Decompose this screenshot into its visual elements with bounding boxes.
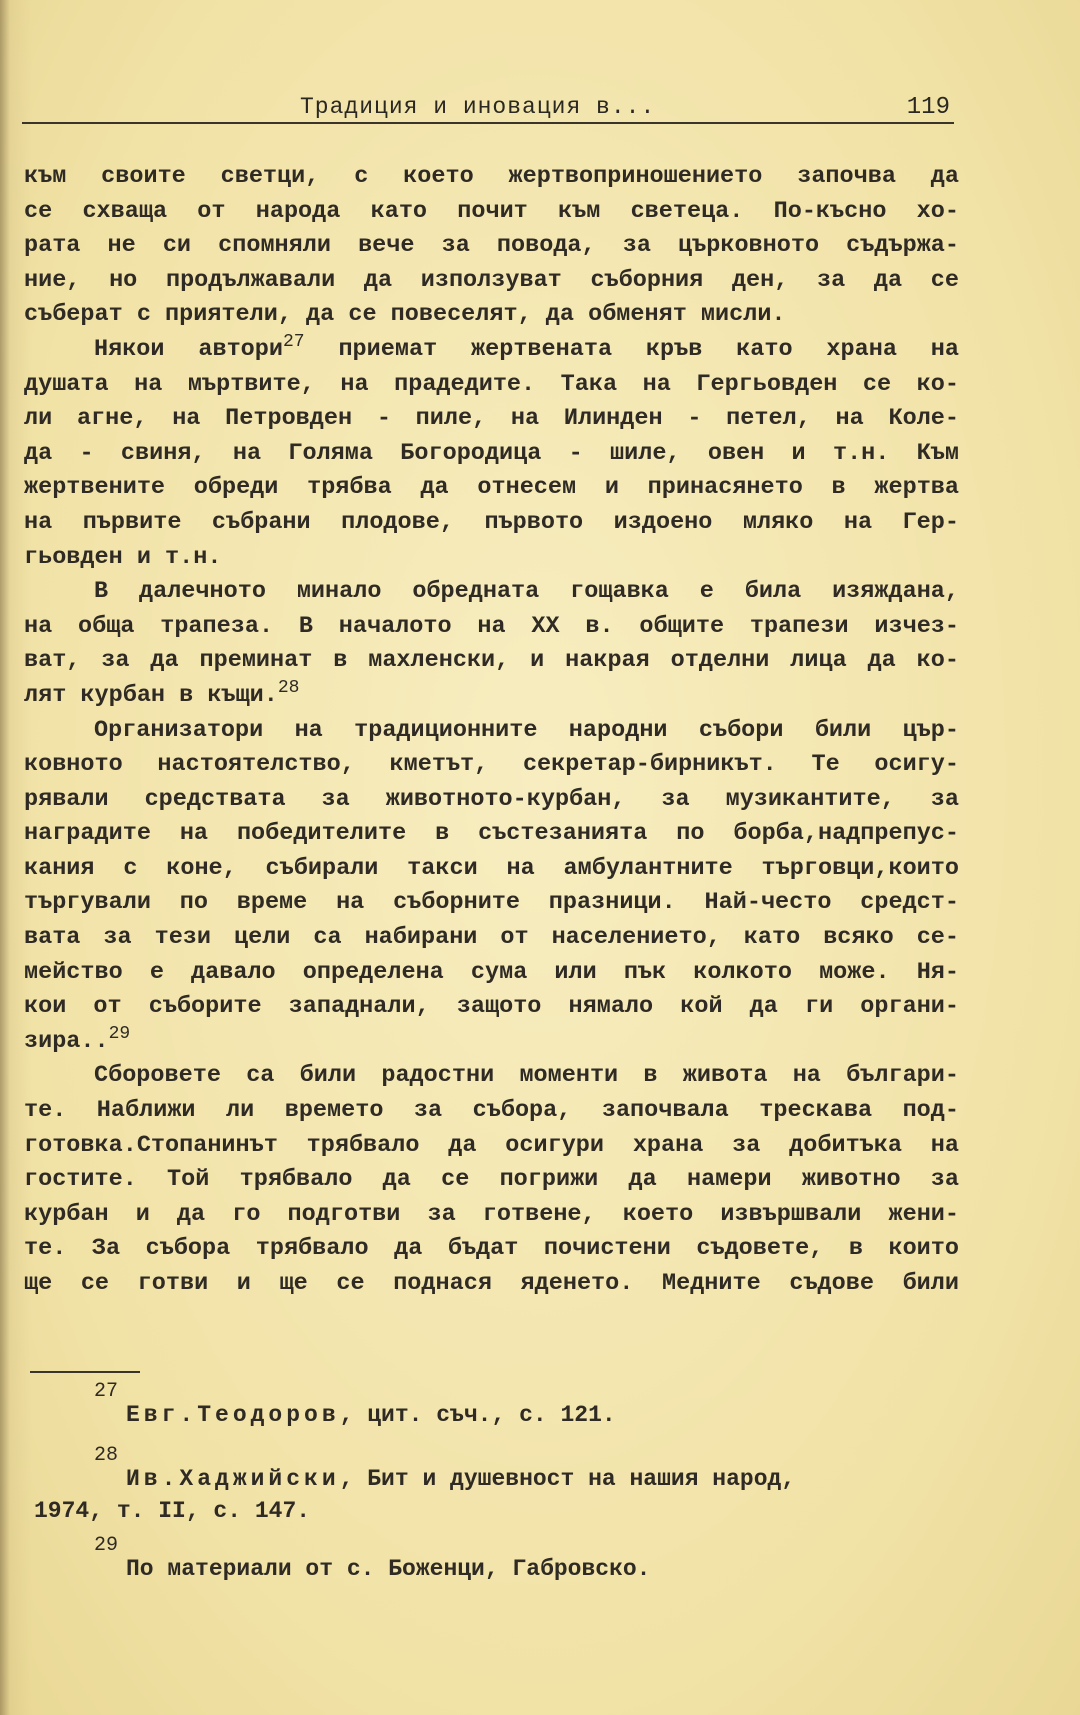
footnote-divider	[30, 1371, 140, 1373]
footnote-citation: , цит. съч., с. 121.	[339, 1402, 616, 1428]
text-line: жертвените обреди трябва да отнесем и принасянето в жертва	[24, 474, 959, 502]
text-line	[24, 1025, 959, 1060]
text-segment: приемат жертвената кръв като храна на	[338, 335, 959, 363]
text-line: рата не си спомняли вече за повода, за църковното съдържа-	[24, 232, 959, 260]
paragraph-3	[24, 575, 959, 713]
paragraph-5	[24, 1059, 959, 1301]
text-line: ние, но продължавали да използуват съборния ден, за да се	[24, 266, 959, 294]
footnote-number: 29	[94, 1534, 119, 1557]
footnote-reference: 29	[108, 1024, 131, 1044]
paragraph-1	[24, 160, 959, 333]
footnote-number: 28	[94, 1444, 119, 1467]
body-text	[24, 160, 959, 1302]
text-line: рявали средствата за животното-курбан, за музикантите, за	[24, 785, 959, 813]
text-line: на обща трапеза. В началото на XX в. общите трапези изчез-	[24, 612, 959, 640]
footnote-27	[30, 1380, 930, 1444]
text-line: готовка.Стопанинът трябвало да осигури храна за добитъка на	[24, 1131, 959, 1159]
text-line: гьовден и т.н.	[24, 543, 222, 571]
text-line: вата за тези цели са набирани от населението, като всяко се-	[24, 924, 959, 952]
footnote-citation: , Бит и душевност на нашия народ,	[339, 1466, 796, 1492]
footnote-number: 27	[94, 1380, 119, 1403]
footnote-text	[30, 1380, 930, 1434]
text-line: душата на мъртвите, на прадедите. Така на Гергьовден се ко-	[24, 370, 959, 398]
text-line: наградите на победителите в състезанията по борба,надпрепус-	[24, 820, 959, 848]
footnote-reference: 28	[277, 678, 300, 698]
text-line: кания с коне, събирали такси на амбулантните търговци,които	[24, 854, 959, 882]
footnote-29	[30, 1534, 930, 1594]
text-line: търгували по време на съборните празници. Най-често средст-	[24, 889, 959, 917]
text-line: кои от съборите западнали, защото нямало кой да ги органи-	[24, 993, 959, 1021]
page-header	[22, 92, 954, 124]
text-line: те. За събора трябвало да бъдат почистени съдовете, в които	[24, 1235, 959, 1263]
text-line: мейство е давало определена сума или пък колкото може. Ня-	[24, 958, 959, 986]
footnote-author: Ив.Хаджийски	[126, 1466, 340, 1492]
text-line: Организатори на традиционните народни събори били цър-	[94, 716, 959, 744]
footnote-author: Евг.Теодоров	[126, 1402, 340, 1428]
footnote-text	[30, 1444, 930, 1498]
text-line: се схваща от народа като почит към светеца. По-късно хо-	[24, 197, 959, 225]
page-number: 119	[906, 94, 950, 121]
text-segment: зира..	[24, 1027, 109, 1055]
footnote-text: По материали от с. Боженци, Габровско.	[126, 1556, 651, 1582]
text-line: В далечното минало обредната гощавка е била изяждана,	[94, 578, 959, 606]
footnote-continuation: 1974, т. II, с. 147.	[34, 1498, 311, 1524]
text-line: ват, за да преминат в махленски, и накрая отделни лица да ко-	[24, 647, 959, 675]
text-line: те. Наближи ли времето за събора, започвала трескава под-	[24, 1097, 959, 1125]
paragraph-4	[24, 714, 959, 1060]
text-line: към своите светци, с което жертвоприношението започва да	[24, 163, 959, 190]
footnote-28	[30, 1444, 930, 1534]
text-segment: Някои автори	[94, 335, 283, 363]
footnote-reference: 27	[282, 332, 305, 352]
text-line: ли агне, на Петровден - пиле, на Илинден - петел, на Коле-	[24, 405, 959, 433]
text-line: да - свиня, на Голяма Богородица - шиле, овен и т.н. Към	[24, 439, 959, 467]
text-line: ще се готви и ще се поднася яденето. Медните съдове били	[24, 1270, 959, 1297]
text-line	[24, 679, 959, 714]
footnotes	[30, 1380, 930, 1594]
paragraph-2	[24, 333, 959, 575]
text-segment: лят курбан в къщи.	[24, 681, 278, 709]
text-line: ковното настоятелство, кметът, секретар-бирникът. Те осигу-	[24, 751, 959, 779]
text-line: Сборовете са били радостни моменти в живота на българи-	[94, 1062, 959, 1090]
text-line: на първите събрани плодове, първото издоено мляко на Гер-	[24, 508, 959, 536]
text-line	[24, 333, 959, 368]
text-line: гостите. Той трябвало да се погрижи да намери животно за	[24, 1166, 959, 1194]
text-line: съберат с приятели, да се повеселят, да обменят мисли.	[24, 301, 786, 329]
text-line: курбан и да го подготви за готвене, което извършвали жени-	[24, 1200, 959, 1228]
running-title: Традиция и иновация в...	[300, 94, 656, 120]
